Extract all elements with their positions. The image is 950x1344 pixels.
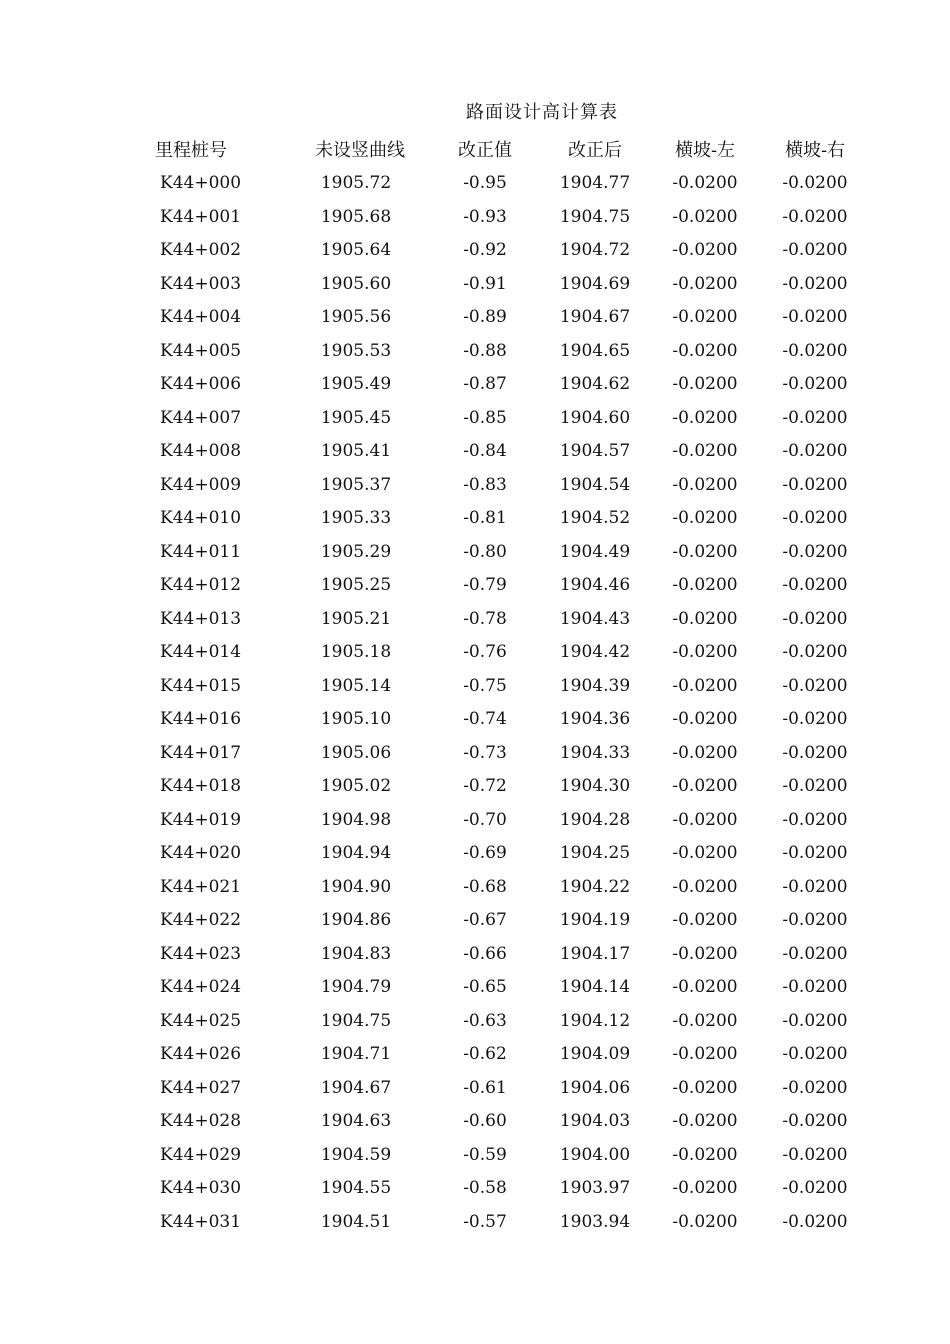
corrected-elevation-cell: 1904.03	[559, 1111, 631, 1131]
station-cell: K44+008	[160, 441, 242, 461]
correction-cell: -0.58	[463, 1178, 507, 1198]
corrected-elevation-cell: 1904.17	[559, 943, 631, 964]
correction-cell: -0.89	[463, 307, 507, 327]
table-row	[0, 1206, 950, 1240]
table-row	[0, 1038, 950, 1072]
correction-cell: -0.74	[463, 709, 507, 729]
uncurved-elevation-cell: 1905.10	[320, 709, 392, 729]
table-row	[0, 201, 950, 235]
station-cell: K44+029	[160, 1144, 242, 1165]
corrected-elevation-cell: 1904.46	[559, 575, 631, 595]
correction-cell: -0.69	[463, 843, 507, 863]
table-row	[0, 938, 950, 972]
cross-slope-left-cell: -0.0200	[672, 910, 738, 930]
table-row	[0, 703, 950, 737]
corrected-elevation-cell: 1904.69	[559, 273, 631, 294]
table-row	[0, 569, 950, 603]
cross-slope-right-cell: -0.0200	[782, 340, 848, 361]
station-cell: K44+021	[160, 876, 242, 897]
cross-slope-right-cell: -0.0200	[782, 809, 848, 830]
cross-slope-left-cell: -0.0200	[672, 709, 738, 729]
correction-cell: -0.62	[463, 1044, 507, 1064]
station-cell: K44+011	[160, 541, 242, 562]
uncurved-elevation-cell: 1905.14	[320, 675, 392, 696]
corrected-elevation-cell: 1904.43	[559, 608, 631, 629]
cross-slope-left-cell: -0.0200	[672, 1144, 738, 1165]
cross-slope-left-cell: -0.0200	[672, 1211, 738, 1232]
cross-slope-left-cell: -0.0200	[672, 575, 738, 595]
station-cell: K44+028	[160, 1111, 242, 1131]
station-cell: K44+027	[160, 1077, 242, 1098]
table-row	[0, 335, 950, 369]
table-row	[0, 670, 950, 704]
table-row	[0, 268, 950, 302]
cross-slope-left-cell: -0.0200	[672, 441, 738, 461]
corrected-elevation-cell: 1904.33	[559, 742, 631, 763]
uncurved-elevation-cell: 1904.55	[320, 1178, 392, 1198]
cross-slope-left-cell: -0.0200	[672, 340, 738, 361]
cross-slope-right-cell: -0.0200	[782, 575, 848, 595]
station-cell: K44+018	[160, 776, 242, 796]
table-row	[0, 469, 950, 503]
correction-cell: -0.75	[463, 675, 507, 696]
correction-cell: -0.61	[463, 1077, 507, 1098]
correction-cell: -0.70	[463, 809, 507, 830]
column-header-correction: 改正值	[458, 140, 512, 161]
uncurved-elevation-cell: 1904.67	[320, 1077, 392, 1098]
station-cell: K44+026	[160, 1044, 242, 1064]
correction-cell: -0.95	[463, 173, 507, 193]
uncurved-elevation-cell: 1905.41	[320, 441, 392, 461]
table-row	[0, 301, 950, 335]
column-header-cross-slope-right: 横坡-右	[784, 140, 846, 161]
station-cell: K44+014	[160, 642, 242, 662]
station-cell: K44+016	[160, 709, 242, 729]
table-row	[0, 636, 950, 670]
cross-slope-right-cell: -0.0200	[782, 374, 848, 394]
station-cell: K44+022	[160, 910, 242, 930]
station-cell: K44+024	[160, 977, 242, 997]
corrected-elevation-cell: 1904.49	[559, 541, 631, 562]
cross-slope-left-cell: -0.0200	[672, 1044, 738, 1064]
correction-cell: -0.85	[463, 407, 507, 428]
correction-cell: -0.84	[463, 441, 507, 461]
uncurved-elevation-cell: 1905.45	[320, 407, 392, 428]
station-cell: K44+006	[160, 374, 242, 394]
elevation-table	[0, 134, 950, 1239]
uncurved-elevation-cell: 1905.02	[320, 776, 392, 796]
corrected-elevation-cell: 1904.75	[559, 206, 631, 227]
correction-cell: -0.92	[463, 240, 507, 260]
corrected-elevation-cell: 1904.54	[559, 474, 631, 495]
table-row	[0, 435, 950, 469]
uncurved-elevation-cell: 1905.21	[320, 608, 392, 629]
cross-slope-right-cell: -0.0200	[782, 742, 848, 763]
station-cell: K44+012	[160, 575, 242, 595]
cross-slope-right-cell: -0.0200	[782, 910, 848, 930]
corrected-elevation-cell: 1904.39	[559, 675, 631, 696]
table-row	[0, 1139, 950, 1173]
cross-slope-left-cell: -0.0200	[672, 307, 738, 327]
station-cell: K44+009	[160, 474, 242, 495]
uncurved-elevation-cell: 1905.72	[320, 173, 392, 193]
uncurved-elevation-cell: 1905.29	[320, 541, 392, 562]
cross-slope-right-cell: -0.0200	[782, 1044, 848, 1064]
station-cell: K44+013	[160, 608, 242, 629]
uncurved-elevation-cell: 1904.59	[320, 1144, 392, 1165]
table-row	[0, 603, 950, 637]
correction-cell: -0.66	[463, 943, 507, 964]
uncurved-elevation-cell: 1904.83	[320, 943, 392, 964]
cross-slope-left-cell: -0.0200	[672, 1178, 738, 1198]
uncurved-elevation-cell: 1905.37	[320, 474, 392, 495]
cross-slope-right-cell: -0.0200	[782, 876, 848, 897]
cross-slope-left-cell: -0.0200	[672, 1111, 738, 1131]
corrected-elevation-cell: 1903.97	[559, 1178, 631, 1198]
cross-slope-left-cell: -0.0200	[672, 642, 738, 662]
page-title: 路面设计高计算表	[466, 102, 618, 123]
uncurved-elevation-cell: 1905.64	[320, 240, 392, 260]
corrected-elevation-cell: 1904.60	[559, 407, 631, 428]
cross-slope-right-cell: -0.0200	[782, 977, 848, 997]
cross-slope-right-cell: -0.0200	[782, 407, 848, 428]
cross-slope-right-cell: -0.0200	[782, 642, 848, 662]
cross-slope-right-cell: -0.0200	[782, 1178, 848, 1198]
corrected-elevation-cell: 1904.12	[559, 1010, 631, 1031]
uncurved-elevation-cell: 1905.49	[320, 374, 392, 394]
cross-slope-left-cell: -0.0200	[672, 173, 738, 193]
corrected-elevation-cell: 1904.00	[559, 1144, 631, 1165]
station-cell: K44+019	[160, 809, 242, 830]
cross-slope-right-cell: -0.0200	[782, 1144, 848, 1165]
station-cell: K44+017	[160, 742, 242, 763]
uncurved-elevation-cell: 1904.90	[320, 876, 392, 897]
cross-slope-left-cell: -0.0200	[672, 1010, 738, 1031]
cross-slope-right-cell: -0.0200	[782, 675, 848, 696]
table-header-row	[0, 134, 950, 167]
cross-slope-left-cell: -0.0200	[672, 541, 738, 562]
uncurved-elevation-cell: 1905.60	[320, 273, 392, 294]
column-header-cross-slope-left: 横坡-左	[674, 140, 736, 161]
uncurved-elevation-cell: 1905.06	[320, 742, 392, 763]
corrected-elevation-cell: 1903.94	[559, 1211, 631, 1232]
table-row	[0, 971, 950, 1005]
correction-cell: -0.57	[463, 1211, 507, 1232]
cross-slope-left-cell: -0.0200	[672, 273, 738, 294]
uncurved-elevation-cell: 1905.68	[320, 206, 392, 227]
uncurved-elevation-cell: 1905.56	[320, 307, 392, 327]
uncurved-elevation-cell: 1905.18	[320, 642, 392, 662]
cross-slope-right-cell: -0.0200	[782, 441, 848, 461]
uncurved-elevation-cell: 1905.33	[320, 508, 392, 528]
correction-cell: -0.60	[463, 1111, 507, 1131]
correction-cell: -0.83	[463, 474, 507, 495]
cross-slope-right-cell: -0.0200	[782, 307, 848, 327]
uncurved-elevation-cell: 1904.51	[320, 1211, 392, 1232]
uncurved-elevation-cell: 1904.94	[320, 843, 392, 863]
table-row	[0, 368, 950, 402]
table-row	[0, 804, 950, 838]
uncurved-elevation-cell: 1904.86	[320, 910, 392, 930]
station-cell: K44+007	[160, 407, 242, 428]
correction-cell: -0.65	[463, 977, 507, 997]
corrected-elevation-cell: 1904.52	[559, 508, 631, 528]
station-cell: K44+030	[160, 1178, 242, 1198]
corrected-elevation-cell: 1904.09	[559, 1044, 631, 1064]
station-cell: K44+015	[160, 675, 242, 696]
correction-cell: -0.93	[463, 206, 507, 227]
correction-cell: -0.81	[463, 508, 507, 528]
correction-cell: -0.79	[463, 575, 507, 595]
cross-slope-left-cell: -0.0200	[672, 977, 738, 997]
table-row	[0, 402, 950, 436]
uncurved-elevation-cell: 1904.63	[320, 1111, 392, 1131]
table-row	[0, 770, 950, 804]
station-cell: K44+023	[160, 943, 242, 964]
station-cell: K44+002	[160, 240, 242, 260]
cross-slope-right-cell: -0.0200	[782, 1111, 848, 1131]
corrected-elevation-cell: 1904.06	[559, 1077, 631, 1098]
uncurved-elevation-cell: 1904.98	[320, 809, 392, 830]
uncurved-elevation-cell: 1904.79	[320, 977, 392, 997]
corrected-elevation-cell: 1904.57	[559, 441, 631, 461]
table-row	[0, 737, 950, 771]
table-row	[0, 536, 950, 570]
corrected-elevation-cell: 1904.42	[559, 642, 631, 662]
table-row	[0, 837, 950, 871]
cross-slope-left-cell: -0.0200	[672, 206, 738, 227]
table-row	[0, 904, 950, 938]
correction-cell: -0.76	[463, 642, 507, 662]
uncurved-elevation-cell: 1905.25	[320, 575, 392, 595]
column-header-station: 里程桩号	[155, 140, 227, 161]
cross-slope-left-cell: -0.0200	[672, 876, 738, 897]
cross-slope-right-cell: -0.0200	[782, 1211, 848, 1232]
corrected-elevation-cell: 1904.36	[559, 709, 631, 729]
column-header-corrected-elevation: 改正后	[568, 140, 622, 161]
corrected-elevation-cell: 1904.14	[559, 977, 631, 997]
cross-slope-right-cell: -0.0200	[782, 240, 848, 260]
corrected-elevation-cell: 1904.25	[559, 843, 631, 863]
correction-cell: -0.73	[463, 742, 507, 763]
cross-slope-right-cell: -0.0200	[782, 541, 848, 562]
corrected-elevation-cell: 1904.62	[559, 374, 631, 394]
cross-slope-left-cell: -0.0200	[672, 407, 738, 428]
corrected-elevation-cell: 1904.19	[559, 910, 631, 930]
corrected-elevation-cell: 1904.22	[559, 876, 631, 897]
station-cell: K44+000	[160, 173, 242, 193]
cross-slope-left-cell: -0.0200	[672, 675, 738, 696]
station-cell: K44+001	[160, 206, 242, 227]
correction-cell: -0.68	[463, 876, 507, 897]
cross-slope-left-cell: -0.0200	[672, 1077, 738, 1098]
cross-slope-right-cell: -0.0200	[782, 843, 848, 863]
cross-slope-right-cell: -0.0200	[782, 474, 848, 495]
table-row	[0, 1105, 950, 1139]
cross-slope-right-cell: -0.0200	[782, 273, 848, 294]
correction-cell: -0.63	[463, 1010, 507, 1031]
cross-slope-left-cell: -0.0200	[672, 742, 738, 763]
cross-slope-left-cell: -0.0200	[672, 776, 738, 796]
cross-slope-left-cell: -0.0200	[672, 843, 738, 863]
cross-slope-left-cell: -0.0200	[672, 474, 738, 495]
corrected-elevation-cell: 1904.67	[559, 307, 631, 327]
station-cell: K44+020	[160, 843, 242, 863]
table-row	[0, 1172, 950, 1206]
cross-slope-right-cell: -0.0200	[782, 1077, 848, 1098]
corrected-elevation-cell: 1904.65	[559, 340, 631, 361]
cross-slope-left-cell: -0.0200	[672, 240, 738, 260]
correction-cell: -0.59	[463, 1144, 507, 1165]
station-cell: K44+004	[160, 307, 242, 327]
corrected-elevation-cell: 1904.72	[559, 240, 631, 260]
correction-cell: -0.87	[463, 374, 507, 394]
cross-slope-right-cell: -0.0200	[782, 608, 848, 629]
correction-cell: -0.88	[463, 340, 507, 361]
cross-slope-right-cell: -0.0200	[782, 1010, 848, 1031]
cross-slope-left-cell: -0.0200	[672, 943, 738, 964]
cross-slope-left-cell: -0.0200	[672, 809, 738, 830]
uncurved-elevation-cell: 1905.53	[320, 340, 392, 361]
uncurved-elevation-cell: 1904.75	[320, 1010, 392, 1031]
table-row	[0, 234, 950, 268]
corrected-elevation-cell: 1904.77	[559, 173, 631, 193]
correction-cell: -0.80	[463, 541, 507, 562]
table-row	[0, 502, 950, 536]
correction-cell: -0.78	[463, 608, 507, 629]
table-row	[0, 167, 950, 201]
cross-slope-left-cell: -0.0200	[672, 374, 738, 394]
station-cell: K44+010	[160, 508, 242, 528]
station-cell: K44+031	[160, 1211, 242, 1232]
cross-slope-right-cell: -0.0200	[782, 173, 848, 193]
cross-slope-right-cell: -0.0200	[782, 206, 848, 227]
cross-slope-right-cell: -0.0200	[782, 776, 848, 796]
cross-slope-right-cell: -0.0200	[782, 709, 848, 729]
column-header-uncurved-elevation: 未设竖曲线	[315, 140, 405, 161]
table-row	[0, 1072, 950, 1106]
table-row	[0, 871, 950, 905]
uncurved-elevation-cell: 1904.71	[320, 1044, 392, 1064]
cross-slope-left-cell: -0.0200	[672, 608, 738, 629]
corrected-elevation-cell: 1904.30	[559, 776, 631, 796]
cross-slope-right-cell: -0.0200	[782, 943, 848, 964]
cross-slope-left-cell: -0.0200	[672, 508, 738, 528]
corrected-elevation-cell: 1904.28	[559, 809, 631, 830]
correction-cell: -0.91	[463, 273, 507, 294]
correction-cell: -0.67	[463, 910, 507, 930]
station-cell: K44+003	[160, 273, 242, 294]
cross-slope-right-cell: -0.0200	[782, 508, 848, 528]
station-cell: K44+025	[160, 1010, 242, 1031]
table-row	[0, 1005, 950, 1039]
correction-cell: -0.72	[463, 776, 507, 796]
station-cell: K44+005	[160, 340, 242, 361]
